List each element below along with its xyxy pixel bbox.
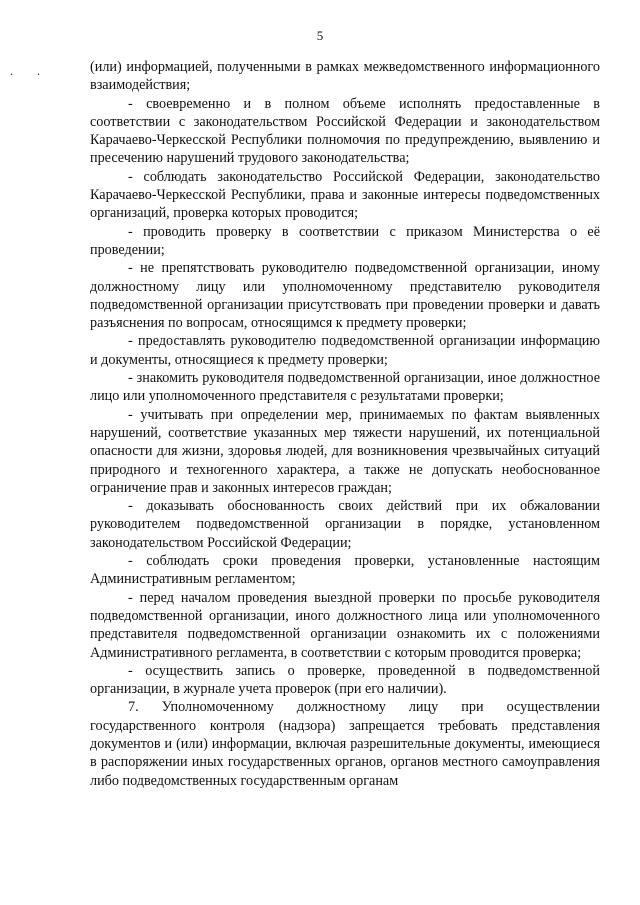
duty-item: - знакомить руководителя подведомственной организации, иное должностное лицо или уполномоченного представителя с результатами проверки;	[90, 370, 600, 405]
duty-item: - осуществить запись о проверке, проведенной в подведомственной организации, в журнале учета проверок (при его наличии).	[90, 662, 600, 698]
duty-item: - учитывать при определении мер, принимаемых по фактам выявленных нарушений, соответствие указанных мер тяжести нарушений, их потенциальной опасности для жизни, здоровья людей, для возникновения чрезвычайных ситуаций природного и техногенного характера, а также не допускать необоснованное ограничение прав и законных интересов граждан;	[90, 406, 600, 496]
numbered-clause-7: 7. Уполномоченному должностному лицу при осуществлении государственного контроля (надзора) запрещается требовать представления документов и (или) информации, включая разрешительные документы, имеющиеся в распоряжении иных государственных органов, органов местного самоуправления либо подведомственных государственным органам	[90, 699, 600, 789]
document-body	[90, 58, 600, 790]
duty-item: - соблюдать сроки проведения проверки, установленные настоящим Административным регламентом;	[90, 553, 600, 588]
duty-item: - своевременно и в полном объеме исполнять предоставленные в соответствии с законодательством Российской Федерации и законодательством Карачаево-Черкесской Республики полномочия по предупреждению, выявлению и пресечению нарушений трудового законодательства;	[90, 95, 600, 167]
page-number: 5	[316, 28, 324, 43]
paragraph-continuation: (или) информацией, полученными в рамках межведомственного информационного взаимодействия;	[90, 59, 600, 94]
duty-item: - доказывать обоснованность своих действий при их обжаловании руководителем подведомственной организации в порядке, установленном законодательством Российской Федерации;	[90, 498, 600, 551]
duty-item: - предоставлять руководителю подведомственной организации информацию и документы, относящиеся к предмету проверки;	[90, 333, 600, 368]
duty-item: - не препятствовать руководителю подведомственной организации, иному должностному лицу или уполномоченному представителю руководителя подведомственной организации присутствовать при проведении проверки и давать разъяснения по вопросам, относящимся к предмету проверки;	[90, 260, 600, 332]
margin-mark: ..	[10, 64, 64, 78]
duty-item: - соблюдать законодательство Российской Федерации, законодательство Карачаево-Черкесской Республики, права и законные интересы подведомственных организаций, проверка которых проводится;	[90, 168, 600, 222]
duty-item: - проводить проверку в соответствии с приказом Министерства о её проведении;	[90, 223, 600, 258]
duty-item: - перед началом проведения выездной проверки по просьбе руководителя подведомственной организации, иного должностного лица или уполномоченного представителя подведомственной организации ознакомить их с положениями Административного регламента, в соответствии с которым проводится проверка;	[90, 589, 600, 661]
